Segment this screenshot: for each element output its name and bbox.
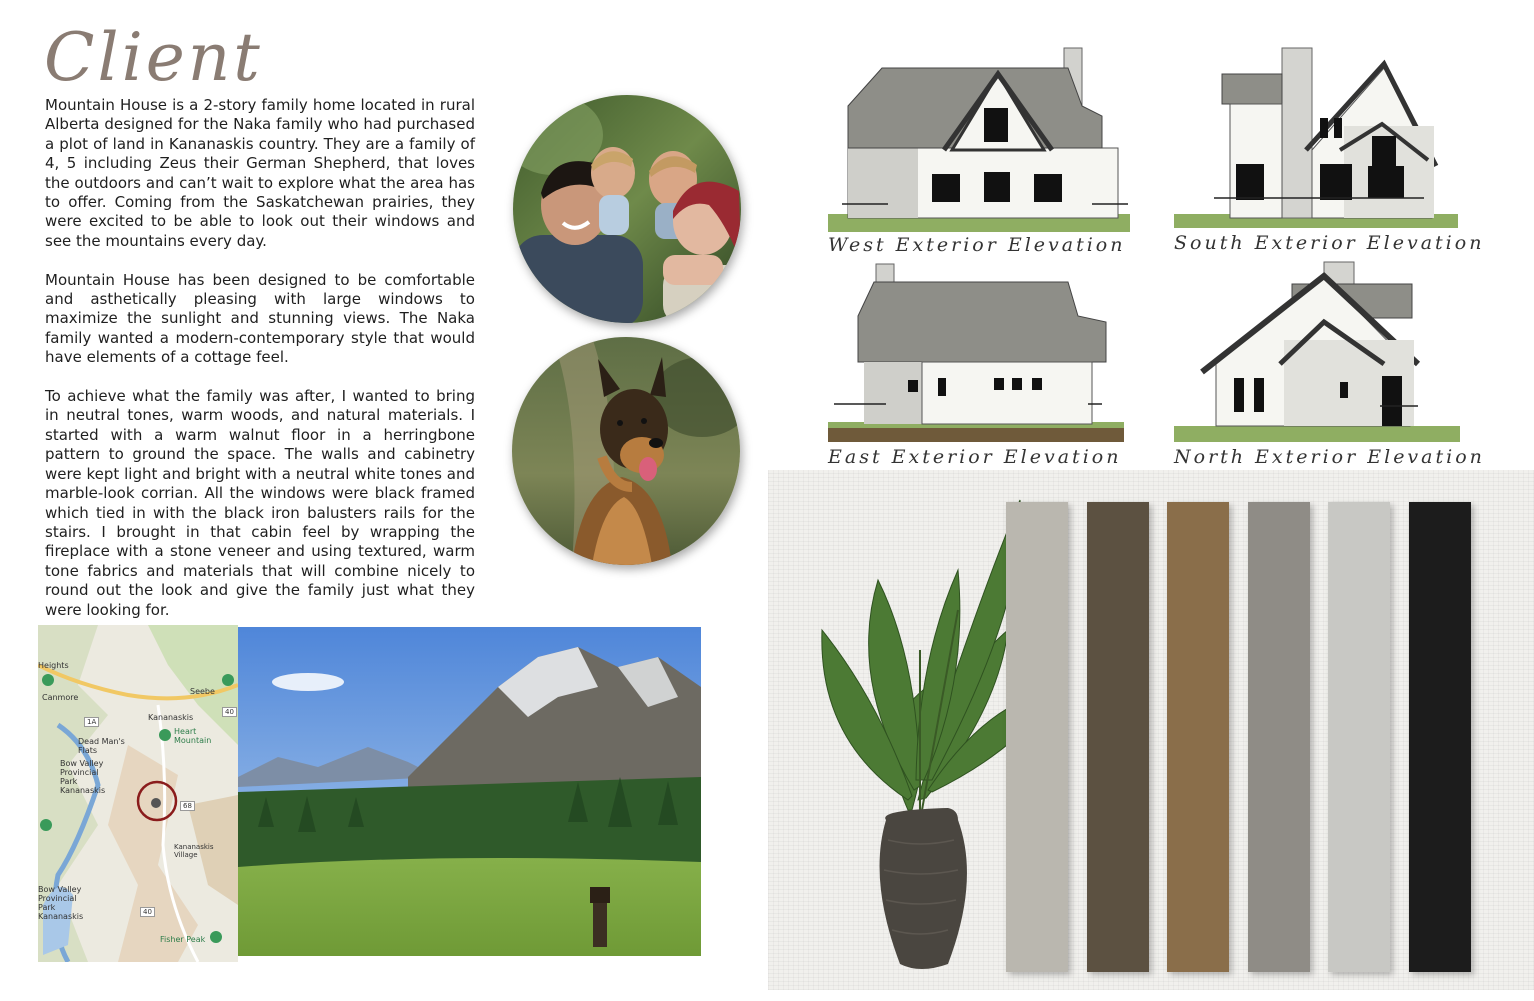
- paragraph-materials: To achieve what the family was after, I wanted to bring in neutral tones, warm woods, and natural materials. I started with a warm walnut floor in a herringbone pattern to ground the space. The walls and cabinetry were kept light and bright with a neutral white tones and marble-look corrian. All the windows were black framed which tied in with the black iron balusters rails for the stairs. I brought in that cabin feel by wrapping the fireplace with a stone veneer and using textured, warm tone fabrics and materials that will combine nicely to round out the look and give the family just what they were looking for.: [45, 387, 475, 619]
- family-photo: [513, 95, 741, 323]
- north-elevation-drawing: [1174, 260, 1485, 468]
- map-route-shield: 68: [180, 801, 195, 811]
- material-board: [768, 470, 1534, 990]
- page-title: Client: [44, 19, 263, 96]
- map-label-bow-valley-lower: Bow Valley Provincial Park Kananaskis: [38, 885, 84, 921]
- north-elevation-caption: North Exterior Elevation: [1174, 446, 1485, 468]
- color-swatch: [1006, 502, 1068, 972]
- west-elevation-drawing: [828, 46, 1130, 256]
- east-elevation-caption: East Exterior Elevation: [828, 446, 1122, 468]
- location-map: [38, 625, 238, 962]
- map-label-kananaskis: Kananaskis: [148, 713, 194, 722]
- dog-photo: [512, 337, 740, 565]
- map-label-canmore: Canmore: [42, 693, 79, 702]
- map-label-heights: Heights: [38, 661, 69, 670]
- map-label-dead-mans-flats: Dead Man's Flats: [78, 737, 125, 755]
- color-swatch: [1167, 502, 1229, 972]
- map-label-heart-mountain: Heart Mountain: [174, 727, 212, 745]
- west-elevation-caption: West Exterior Elevation: [828, 234, 1126, 256]
- mountain-landscape-photo: [238, 627, 701, 956]
- map-label-kananaskis-village: Kananaskis Village: [174, 843, 214, 859]
- map-route-shield: 1A: [84, 717, 99, 727]
- map-route-shield: 40: [140, 907, 155, 917]
- south-elevation-drawing: [1174, 46, 1485, 254]
- color-swatch: [1328, 502, 1390, 972]
- map-label-bow-valley: Bow Valley Provincial Park Kananaskis: [60, 759, 106, 795]
- map-route-shield: 40: [222, 707, 237, 717]
- paragraph-intro: Mountain House is a 2-story family home located in rural Alberta designed for the Naka family who had purchased a plot of land in Kananaskis country. They are a family of 4, 5 including Zeus their German Shepherd, that loves the outdoors and can’t wait to explore what the area has to offer. Coming from the Saskatchewan prairies, they were excited to be able to look out their windows and see the mountains every day.: [45, 96, 475, 250]
- map-label-seebe: Seebe: [190, 687, 215, 696]
- color-swatch: [1087, 502, 1149, 972]
- map-label-fisher-peak: Fisher Peak: [160, 935, 206, 944]
- south-elevation-caption: South Exterior Elevation: [1174, 232, 1485, 254]
- color-swatch: [1409, 502, 1471, 972]
- east-elevation-drawing: [828, 262, 1130, 468]
- client-description: [45, 96, 475, 639]
- paragraph-design: Mountain House has been designed to be comfortable and asthetically pleasing with large windows to maximize the sunlight and stunning views. The Naka family wanted a modern-contemporary style that would have elements of a cottage feel.: [45, 270, 475, 367]
- color-swatch: [1248, 502, 1310, 972]
